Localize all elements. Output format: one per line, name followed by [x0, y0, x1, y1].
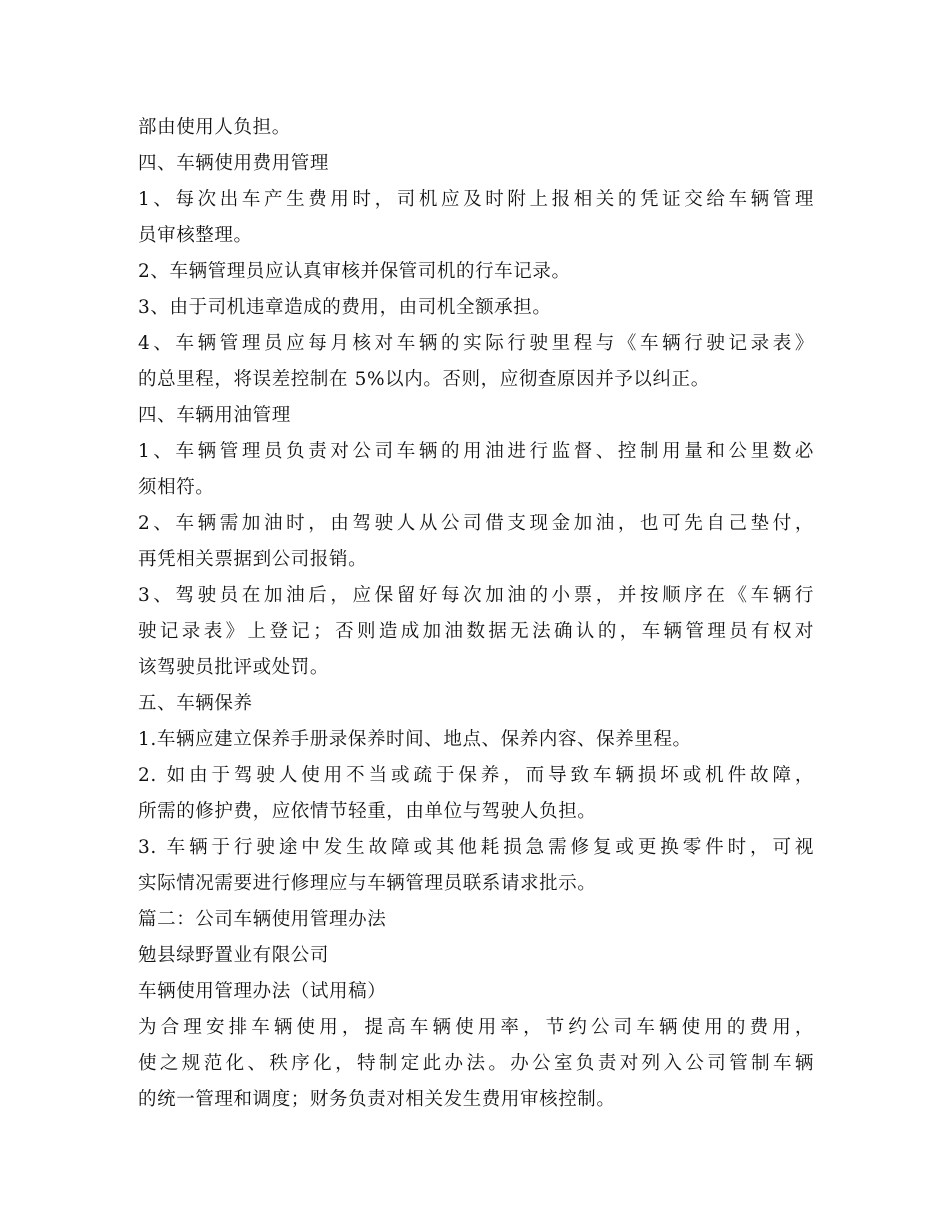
text-line-14: 3、驾驶员在加油后，应保留好每次加油的小票，并按顺序在《车辆行 — [138, 585, 814, 606]
text-line-27: 使之规范化、秩序化，特制定此办法。办公室负责对列入公司管制车辆 — [138, 1053, 814, 1074]
text-line-11: 须相符。 — [138, 477, 215, 498]
text-line-28: 的统一管理和调度；财务负责对相关发生费用审核控制。 — [138, 1089, 616, 1110]
text-line-18: 1.车辆应建立保养手册录保养时间、地点、保养内容、保养里程。 — [138, 729, 692, 750]
text-line-1: 部由使用人负担。 — [138, 117, 291, 138]
text-line-13: 再凭相关票据到公司报销。 — [138, 549, 368, 570]
text-line-22: 实际情况需要进行修理应与车辆管理员联系请求批示。 — [138, 873, 597, 894]
section-heading-fuel: 四、车辆用油管理 — [138, 405, 291, 426]
company-name: 勉县绿野置业有限公司 — [138, 945, 330, 966]
text-line-21: 3. 车辆于行驶途中发生故障或其他耗损急需修复或更换零件时，可视 — [138, 837, 814, 858]
text-line-10: 1、车辆管理员负责对公司车辆的用油进行监督、控制用量和公里数必 — [138, 441, 814, 462]
text-line-12: 2、车辆需加油时，由驾驶人从公司借支现金加油，也可先自己垫付， — [138, 513, 814, 534]
text-line-16: 该驾驶员批评或处罚。 — [138, 657, 330, 678]
section-heading-maintenance: 五、车辆保养 — [138, 693, 253, 714]
chapter-heading: 篇二：公司车辆使用管理办法 — [138, 909, 387, 930]
text-line-26: 为合理安排车辆使用，提高车辆使用率，节约公司车辆使用的费用， — [138, 1017, 814, 1038]
section-heading-fees: 四、车辆使用费用管理 — [138, 153, 330, 174]
text-line-19: 2. 如由于驾驶人使用不当或疏于保养，而导致车辆损坏或机件故障， — [138, 765, 814, 786]
text-line-8: 的总里程，将误差控制在 5%以内。否则，应彻查原因并予以纠正。 — [138, 369, 710, 390]
text-line-20: 所需的修护费，应依情节轻重，由单位与驾驶人负担。 — [138, 801, 597, 822]
text-line-6: 3、由于司机违章造成的费用，由司机全额承担。 — [138, 297, 552, 318]
text-line-15: 驶记录表》上登记；否则造成加油数据无法确认的，车辆管理员有权对 — [138, 621, 814, 642]
text-line-5: 2、车辆管理员应认真审核并保管司机的行车记录。 — [138, 261, 571, 282]
document-title: 车辆使用管理办法（试用稿） — [138, 981, 387, 1002]
text-line-3: 1、每次出车产生费用时，司机应及时附上报相关的凭证交给车辆管理 — [138, 189, 814, 210]
text-line-7: 4、车辆管理员应每月核对车辆的实际行驶里程与《车辆行驶记录表》 — [138, 333, 814, 354]
document-body — [138, 110, 814, 1118]
text-line-4: 员审核整理。 — [138, 225, 253, 246]
